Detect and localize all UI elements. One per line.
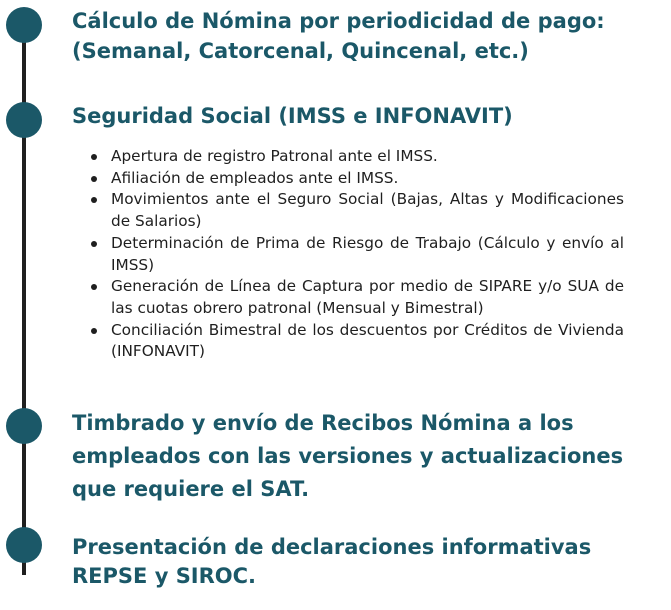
list-item-text: Generación de Línea de Captura por medio de SIPARE y/o SUA de las cuotas obrero patronal (Mensual y Bimestral) — [111, 277, 624, 317]
list-item-text: Conciliación Bimestral de los descuentos por Créditos de Vivienda (INFONAVIT) — [111, 320, 624, 361]
bullet-icon — [91, 176, 97, 182]
section-title-seguridad-social: Seguridad Social (IMSS e INFONAVIT) — [72, 104, 513, 128]
list-item — [111, 146, 624, 168]
bullet-icon — [91, 284, 97, 290]
bullet-icon — [91, 197, 97, 203]
timeline-dot-1 — [6, 7, 42, 43]
list-item — [111, 320, 624, 363]
list-item-text: Apertura de registro Patronal ante el IMSS. — [111, 147, 438, 165]
section-title-nomina: Cálculo de Nómina por periodicidad de pago: (Semanal, Catorcenal, Quincenal, etc.) — [72, 9, 605, 63]
list-item — [111, 233, 624, 276]
list-item-text: Movimientos ante el Seguro Social (Bajas, Altas y Modificaciones de Salarios) — [111, 190, 624, 231]
timeline-dot-3 — [6, 408, 42, 444]
bullet-icon — [91, 154, 97, 160]
bullet-icon — [91, 328, 97, 334]
list-item — [111, 168, 624, 190]
timeline-dot-2 — [6, 102, 42, 138]
timeline-dot-4 — [6, 527, 42, 563]
list-item — [111, 276, 624, 319]
bullet-icon — [91, 241, 97, 247]
section-title-declaraciones: Presentación de declaraciones informativas REPSE y SIROC. — [72, 535, 592, 588]
section-title-timbrado: Timbrado y envío de Recibos Nómina a los empleados con las versiones y actualizaciones que requiere el SAT. — [72, 411, 624, 501]
list-item-text: Afiliación de empleados ante el IMSS. — [111, 168, 399, 187]
seguridad-social-list — [111, 146, 624, 363]
list-item-text: Determinación de Prima de Riesgo de Trabajo (Cálculo y envío al IMSS) — [111, 233, 624, 274]
list-item — [111, 189, 624, 232]
